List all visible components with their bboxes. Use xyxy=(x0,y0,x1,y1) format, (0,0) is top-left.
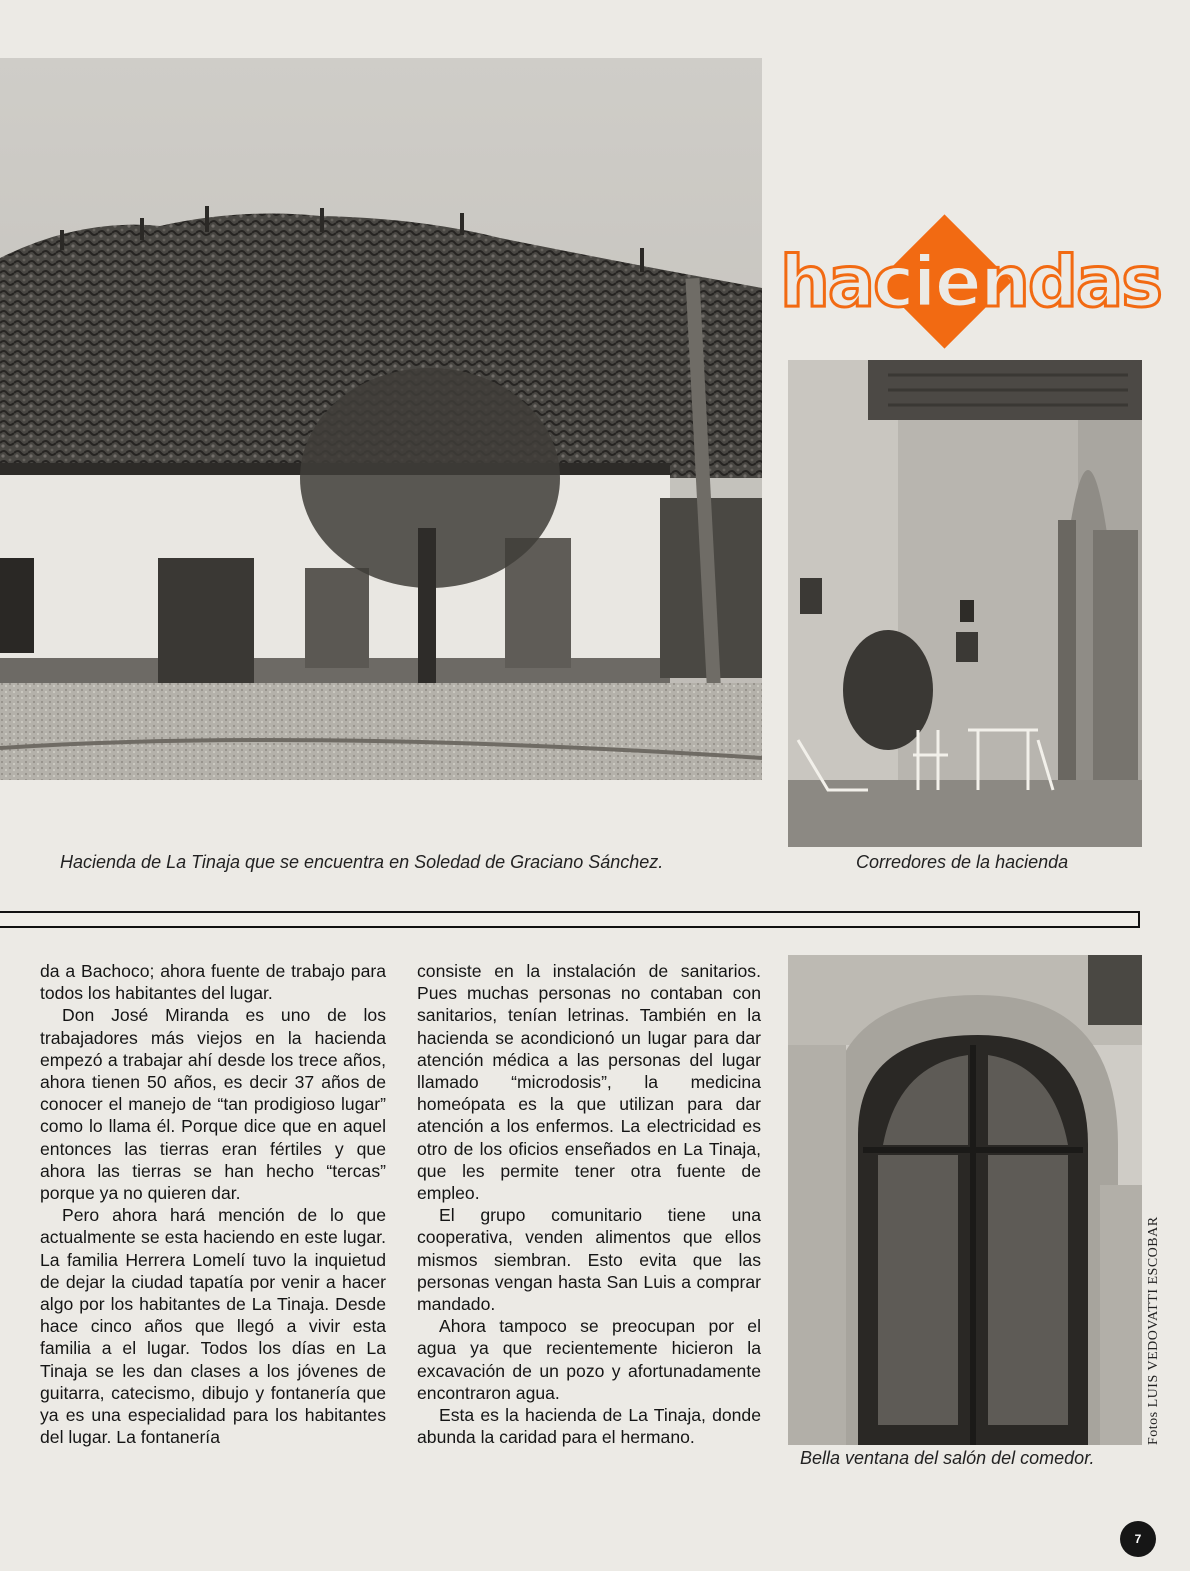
article-column-2 xyxy=(417,960,761,1448)
section-logo-text: haciendas xyxy=(780,241,1161,323)
hacienda-photo-icon xyxy=(0,58,762,780)
hacienda-photo xyxy=(0,58,762,780)
paragraph: El grupo comunitario tiene una cooperativa, venden alimentos que ellos mismos siembran. Esto evita que las personas vengan hasta San Luis a comprar mandado. xyxy=(417,1205,761,1315)
section-divider xyxy=(0,911,1140,928)
paragraph: Pero ahora hará mención de lo que actualmente se esta haciendo en este lugar. La familia Herrera Lomelí tuvo la inquietud de dejar la ciudad tapatía por venir a hacer algo por los habitantes de La Tinaja. Desde hace cinco años que llegó a vivir esta familia a el lugar. Todos los días en La Tinaja se les dan clases a los jóvenes de guitarra, catecismo, dibujo y fontanería que ya es una especialidad para los habitantes del lugar. La fontanería xyxy=(40,1205,386,1448)
main-photo-caption: Hacienda de La Tinaja que se encuentra en Soledad de Graciano Sánchez. xyxy=(60,852,664,872)
window-photo xyxy=(788,955,1142,1445)
section-logo xyxy=(780,222,1160,357)
photo-credit: Fotos LUIS VEDOVATTI ESCOBAR xyxy=(1146,1216,1161,1445)
article-column-1 xyxy=(40,960,386,1448)
window-photo-icon xyxy=(788,955,1142,1445)
page-number: 7 xyxy=(1120,1521,1156,1557)
corridor-photo-icon xyxy=(788,360,1142,847)
window-photo-caption: Bella ventana del salón del comedor. xyxy=(800,1448,1095,1468)
paragraph: consiste en la instalación de sanitarios. Pues muchas personas no contaban con sanitarios, tenían letrinas. También en la hacienda se acondicionó un lugar para dar atención médica a las personas del lugar llamado “microdosis”, la medicina homeópata es la que utilizan para dar atención a los enfermos. La electricidad es otro de los oficios enseñados en La Tinaja, que les permite tener otra fuente de empleo. xyxy=(417,961,761,1204)
paragraph: Don José Miranda es uno de los trabajadores más viejos en la hacienda empezó a trabajar ahí desde los trece años, ahora tienen 50 años, es decir 37 años de conocer el manejo de “tan prodigioso lugar” como lo llama él. Porque dice que en aquel entonces las tierras eran fértiles y que ahora las tierras se han hecho “tercas” porque ya no quieren dar. xyxy=(40,1005,386,1204)
paragraph: Esta es la hacienda de La Tinaja, donde abunda la caridad para el hermano. xyxy=(417,1405,761,1448)
paragraph: Ahora tampoco se preocupan por el agua ya que recientemente hicieron la excavación de un pozo y afortunadamente encontraron agua. xyxy=(417,1316,761,1403)
paragraph: da a Bachoco; ahora fuente de trabajo para todos los habitantes del lugar. xyxy=(40,961,386,1004)
corridor-photo-caption: Corredores de la hacienda xyxy=(856,852,1069,872)
corridor-photo xyxy=(788,360,1142,847)
